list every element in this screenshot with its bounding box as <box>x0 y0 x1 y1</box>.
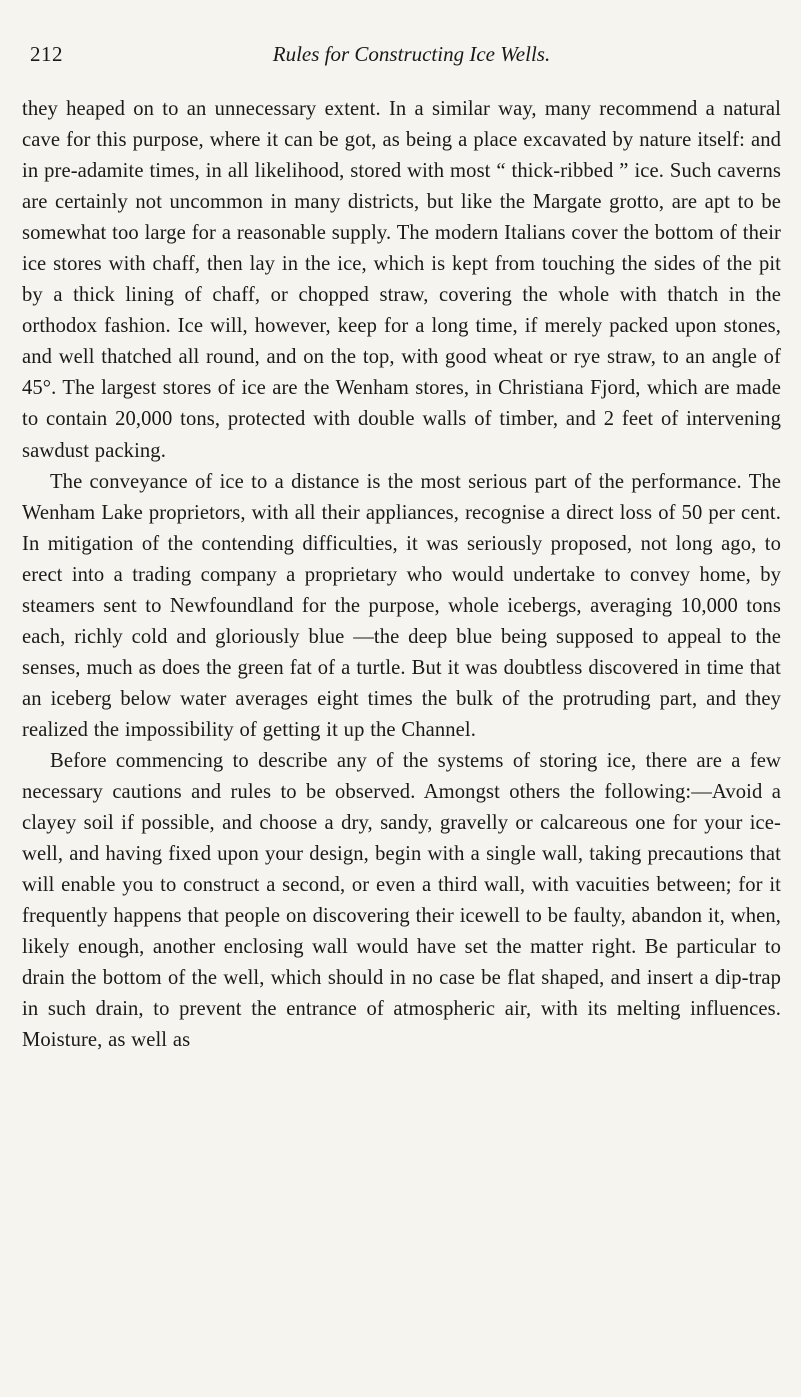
paragraph-cautions-and-rules: Before commencing to describe any of the systems of storing ice, there are a few necessary cautions and rules to be observed. Amongst others the following:—Avoid a clayey soil if possible, and choose a dry, sandy, gravelly or calcareous one for your ice-well, and having fixed upon your design, begin with a single wall, taking precautions that will enable you to construct a second, or even a third wall, with vacuities between; for it frequently happens that people on discovering their icewell to be faulty, abandon it, when, likely enough, another enclosing wall would have set the matter right. Be particular to drain the bottom of the well, which should in no case be flat shaped, and insert a dip-trap in such drain, to prevent the entrance of atmospheric air, with its melting influences. Moisture, as well as <box>22 749 781 1052</box>
paragraph-continuation: they heaped on to an unnecessary extent. In a similar way, many recommend a natural cave for this purpose, where it can be got, as being a place excavated by nature itself: and in pre-adamite times, in all likelihood, stored with most “ thick-ribbed ” ice. Such caverns are certainly not uncommon in many districts, but like the Margate grotto, are apt to be somewhat too large for a reasonable supply. The modern Italians cover the bottom of their ice stores with chaff, then lay in the ice, which is kept from touching the sides of the pit by a thick lining of chaff, or chopped straw, covering the whole with thatch in the orthodox fashion. Ice will, however, keep for a long time, if merely packed upon stones, and well thatched all round, and on the top, with good wheat or rye straw, to an angle of 45°. The largest stores of ice are the Wenham stores, in Christiana Fjord, which are made to contain 20,000 tons, protected with double walls of timber, and 2 feet of intervening sawdust packing. <box>22 98 781 462</box>
running-head <box>22 36 781 72</box>
page-number: 212 <box>30 42 63 66</box>
paragraph-conveyance-of-ice: The conveyance of ice to a distance is the most serious part of the performance. The Wenham Lake proprietors, with all their appliances, recognise a direct loss of 50 per cent. In mitigation of the contending difficulties, it was seriously proposed, not long ago, to erect into a trading company a proprietary who would undertake to convey home, by steamers sent to Newfoundland for the purpose, whole icebergs, averaging 10,000 tons each, richly cold and gloriously blue —the deep blue being supposed to appeal to the senses, much as does the green fat of a turtle. But it was doubtless discovered in time that an iceberg below water averages eight times the bulk of the protruding part, and they realized the impossibility of getting it up the Channel. <box>22 470 781 741</box>
body-text <box>22 94 781 1056</box>
running-title: Rules for Constructing Ice Wells. <box>272 42 551 66</box>
